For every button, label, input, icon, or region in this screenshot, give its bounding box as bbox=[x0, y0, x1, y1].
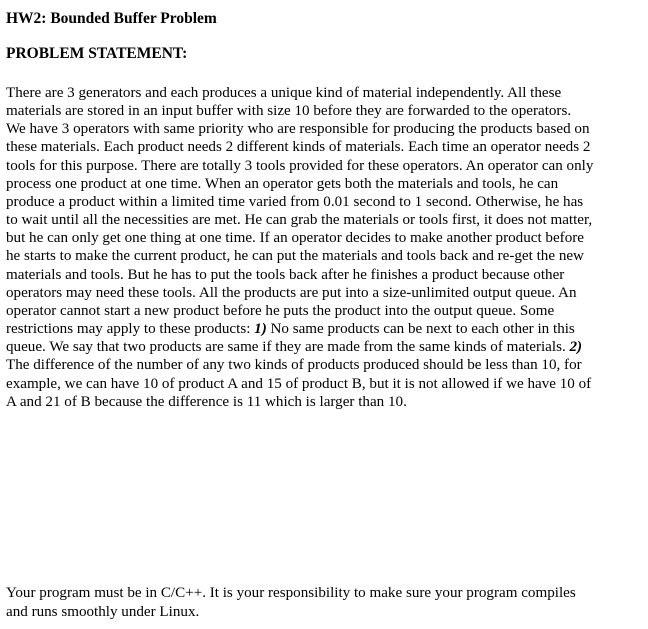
paragraph-line-restriction-2 bbox=[6, 338, 638, 356]
paragraph-line: Your program must be in C/C++. It is your responsibility to make sure your program compiles bbox=[6, 585, 576, 601]
paragraph-line: these materials. Each product needs 2 different kinds of materials. Each time an operator needs 2 bbox=[6, 139, 591, 156]
paragraph-line: process one product at one time. When an operator gets both the materials and tools, he can bbox=[6, 175, 559, 192]
paragraph-line: he starts to make the current product, he can put the materials and tools back and re-get the new bbox=[6, 248, 584, 265]
paragraph-line: We have 3 operators with same priority who are responsible for producing the products based on bbox=[6, 121, 590, 138]
paragraph-line: example, we can have 10 of product A and 15 of product B, but it is not allowed if we have 10 of bbox=[6, 375, 592, 392]
paragraph-line: There are 3 generators and each produces a unique kind of material independently. All these bbox=[6, 85, 562, 101]
paragraph-line: tools for this purpose. There are totally 3 tools provided for these operators. An operator can only bbox=[6, 157, 594, 174]
paragraph-line-restrictions bbox=[6, 320, 638, 338]
assignment-title: HW2: Bounded Buffer Problem bbox=[6, 10, 217, 27]
restriction-marker-2: 2) bbox=[569, 339, 583, 356]
restriction-1-continuation: queue. We say that two products are same if they are made from the same kinds of materials. bbox=[6, 339, 570, 356]
restriction-marker-1: 1) bbox=[254, 321, 267, 338]
restriction-intro-text: restrictions may apply to these products: bbox=[6, 321, 255, 338]
paragraph-line: operators may need these tools. All the products are put into a size-unlimited output queue. An bbox=[6, 284, 577, 301]
paragraph-line: materials and tools. But he has to put the tools back after he finishes a product because other bbox=[6, 266, 565, 283]
paragraph-line: to wait until all the necessities are met. He can grab the materials or tools first, it does not matter, bbox=[6, 212, 593, 229]
problem-statement-paragraph bbox=[6, 84, 638, 411]
paragraph-line: but he can only get one thing at one time. If an operator decides to make another product before bbox=[6, 230, 584, 247]
restriction-1-text: No same products can be next to each other in this bbox=[266, 321, 575, 338]
paragraph-line: A and 21 of B because the difference is 11 which is larger than 10. bbox=[6, 393, 407, 410]
paragraph-line: operator cannot start a new product before he puts the product into the output queue. Some bbox=[6, 302, 555, 319]
section-heading: PROBLEM STATEMENT: bbox=[6, 45, 188, 62]
paragraph-line: The difference of the number of any two kinds of products produced should be less than 10, for bbox=[6, 357, 582, 374]
paragraph-line: and runs smoothly under Linux. bbox=[6, 604, 200, 620]
paragraph-line: materials are stored in an input buffer with size 10 before they are forwarded to the operators. bbox=[6, 103, 572, 120]
paragraph-line: produce a product within a limited time varied from 0.01 second to 1 second. Otherwise, he has bbox=[6, 193, 584, 210]
requirements-paragraph bbox=[6, 584, 638, 622]
